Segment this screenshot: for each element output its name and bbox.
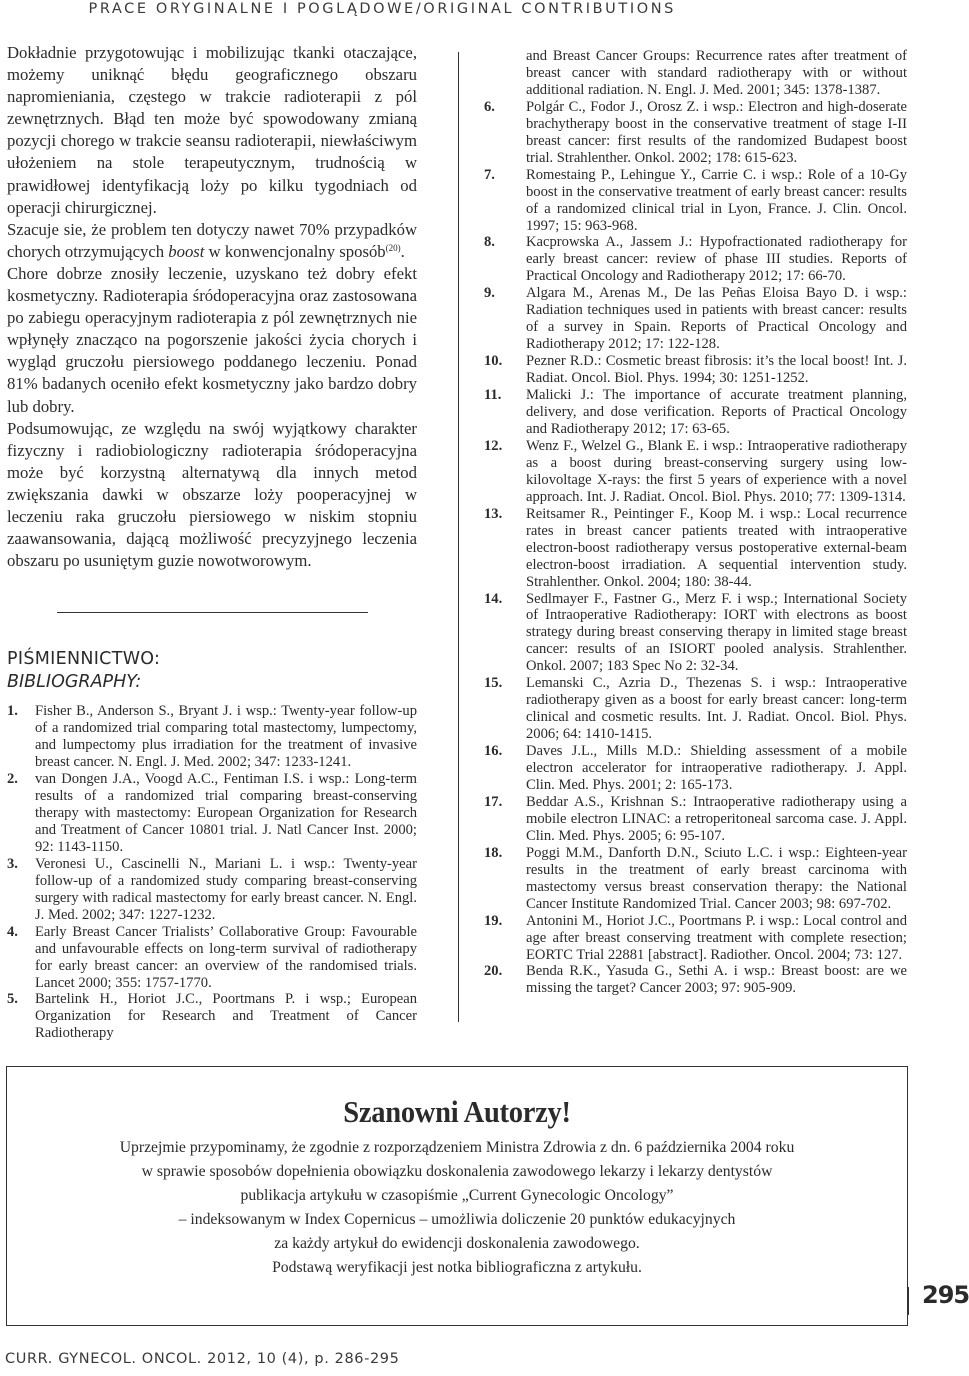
reference-text: Algara M., Arenas M., De las Peñas Eloisa Bayo D. i wsp.: Radiation techniques used in patients with breast cancer: results of a survey in Spain. Reports of Practical Oncology and Radiotherapy 2012; 17: 122-128. <box>526 285 907 353</box>
bibliography-title: PIŚMIENNICTWO: <box>7 649 161 670</box>
reference-text: Kacprowska A., Jassem J.: Hypofractionated radiotherapy for early breast cancer: review of phase III studies. Reports of Practical Oncology and Radiotherapy 2012; 17: 66-70. <box>526 234 907 285</box>
reference-text: and Breast Cancer Groups: Recurrence rates after treatment of breast cancer with standard radiotherapy with or without additional radiation. N. Engl. J. Med. 2001; 345: 1378-1387. <box>526 48 907 98</box>
reference-text: Bartelink H., Horiot J.C., Poortmans P. i wsp.; European Organization for Research and Treatment of Cancer Radiotherapy <box>35 991 417 1042</box>
paragraph-4: Podsumowując, ze względu na swój wyjątkowy charakter fizyczny i radiobiologiczny radioterapia śródoperacyjna może być korzystną alternatywą dla innych metod zwiększania dawki w obszarze loży pooperacyjnej w leczeniu raka gruczołu piersiowego w niskim stopniu zaawansowania, dającą możliwość precyzyjnego leczenia obszaru po usuniętym guzie nowotworowym. <box>7 418 417 571</box>
citation-superscript: (20) <box>385 242 401 253</box>
reference-text: Lemanski C., Azria D., Thezenas S. i wsp.: Intraoperative radiotherapy given as a boost for early breast cancer: long-term clinical and cosmetic results. Int. J. Radiat. Oncol. Biol. Phys. 2006; 64: 1410-1415. <box>526 675 907 743</box>
reference-number: 14. <box>484 590 503 607</box>
reference-text: Reitsamer R., Peintinger F., Koop M. i wsp.: Local recurrence rates in breast cancer patients treated with intraoperative electron-boost radiotherapy versus postoperative external-beam electron-boost irradiation. A sequential intervention study. Strahlenther. Onkol. 2004; 180: 38-44. <box>526 505 907 590</box>
notice-line: – indeksowanym w Index Copernicus – umożliwia doliczenie 20 punktów edukacyjnych <box>178 1211 736 1228</box>
reference-number: 17. <box>484 793 503 810</box>
column-divider <box>458 52 459 1022</box>
reference-text: Pezner R.D.: Cosmetic breast fibrosis: it’s the local boost! Int. J. Radiat. Oncol. Biol. Phys. 1994; 30: 1251-1252. <box>526 353 907 387</box>
reference-number: 5. <box>7 991 18 1008</box>
right-column <box>484 48 907 997</box>
reference-item <box>7 991 417 1042</box>
notice-line: za każdy artykuł do ewidencji doskonalenia zawodowego. <box>274 1235 640 1252</box>
paragraph-1: Dokładnie przygotowując i mobilizując tkanki otaczające, możemy uniknąć błędu geograficznego obszaru napromieniania, częstego w trakcie radioterapii z pól zewnętrznych. Błąd ten może być spowodowany zmianą pozycji chorego w trakcie seansu radioterapii, niewłaściwym ułożeniem na stole terapeutycznym, trudnością w prawidłowej identyfikacją loży po kilku tygodniach od operacji chirurgicznej. <box>7 43 417 217</box>
reference-number: 15. <box>484 675 503 692</box>
reference-item <box>7 856 417 924</box>
reference-item <box>484 48 907 99</box>
reference-text: Sedlmayer F., Fastner G., Merz F. i wsp.; International Society of Intraoperative Radiotherapy: IORT with electrons as boost strategy during breast conserving therapy in limited stage breast cancer: results of an ISIORT pooled analysis. Strahlenther. Onkol. 2007; 183 Spec No 2: 32-34. <box>526 590 907 675</box>
section-divider <box>57 612 368 613</box>
reference-number: 18. <box>484 844 503 861</box>
reference-text: Veronesi U., Cascinelli N., Mariani L. i wsp.: Twenty-year follow-up of a randomized study comparing breast-conserving surgery with radical mastectomy for early breast cancer. N. Engl. J. Med. 2002; 347: 1227-1232. <box>35 855 417 923</box>
footer-citation: CURR. GYNECOL. ONCOL. 2012, 10 (4), p. 286-295 <box>5 1351 400 1367</box>
reference-number: 6. <box>484 98 495 115</box>
reference-item <box>484 913 907 964</box>
reference-list-left <box>7 703 417 1042</box>
reference-number: 12. <box>484 437 503 454</box>
paragraph-2 <box>7 219 417 263</box>
bibliography-subtitle: BIBLIOGRAPHY: <box>7 672 142 693</box>
page-number-bar <box>908 1287 909 1315</box>
running-header: PRACE ORYGINALNE I POGLĄDOWE/ORIGINAL CONTRIBUTIONS <box>88 1 676 17</box>
reference-item <box>484 794 907 845</box>
reference-number: 7. <box>484 166 495 183</box>
reference-item <box>484 845 907 913</box>
paragraph-3: Chore dobrze znosiły leczenie, uzyskano też dobry efekt kosmetyczny. Radioterapia śródoperacyjna oraz zastosowana po zabiegu operacyjnym radioterapia z pól zewnętrznych nie wpłynęły znacząco na pogorszenie jakości życia chorych i wygląd gruczołu piersiowego poddanego leczeniu. Ponad 81% badanych oceniło efekt kosmetyczny jako bardzo dobry lub dobry. <box>7 263 417 416</box>
reference-text: Polgár C., Fodor J., Orosz Z. i wsp.: Electron and high-doserate brachytherapy boost in the conservative treatment of stage I-II breast cancer: first results of the randomized Budapest boost trial. Strahlenther. Onkol. 2002; 178: 615-623. <box>526 98 907 166</box>
reference-text: Poggi M.M., Danforth D.N., Sciuto L.C. i wsp.: Eighteen-year results in the treatment of early breast carcinoma with mastectomy versus breast conservation therapy: the National Cancer Institute Randomized Trial. Cancer 2003; 98: 697-702. <box>526 844 907 912</box>
reference-number: 19. <box>484 912 503 929</box>
reference-text: Wenz F., Welzel G., Blank E. i wsp.: Intraoperative radiotherapy as a boost during breast-conserving surgery using low-kilovoltage X-rays: the first 5 years of experience with a novel approach. Int. J. Radiat. Oncol. Biol. Phys. 2010; 77: 1309-1314. <box>526 437 907 505</box>
paragraph-2-text-a: Szacuje sie, że problem ten dotyczy nawet 70% przypadków chorych otrzymujących <box>7 219 417 261</box>
notice-line: Uprzejmie przypominamy, że zgodnie z rozporządzeniem Ministra Zdrowia z dn. 6 października 2004 roku <box>119 1139 795 1156</box>
reference-item <box>7 771 417 856</box>
reference-text: Beddar A.S., Krishnan S.: Intraoperative radiotherapy using a mobile electron LINAC: a retroperitoneal sarcoma case. J. Appl. Clin. Med. Phys. 2005; 6: 95-107. <box>526 793 907 844</box>
reference-number: 3. <box>7 855 18 872</box>
page-number: 295 <box>922 1281 969 1309</box>
reference-text: Fisher B., Anderson S., Bryant J. i wsp.: Twenty-year follow-up of a randomized trial comparing total mastectomy, lumpectomy, and lumpectomy plus irradiation for the treatment of invasive breast cancer. N. Engl. J. Med. 2002; 347: 1233-1241. <box>35 703 417 771</box>
notice-body <box>7 1136 907 1280</box>
paragraph-2-text-b: w konwencjonalny sposób <box>208 241 386 261</box>
paragraph-2-emphasis: boost <box>168 241 205 261</box>
reference-text: Daves J.L., Mills M.D.: Shielding assessment of a mobile electron accelerator for intraoperative radiotherapy. J. Appl. Clin. Med. Phys. 2001; 2: 165-173. <box>526 743 907 793</box>
reference-item <box>484 387 907 438</box>
reference-item <box>484 743 907 794</box>
reference-item <box>484 234 907 285</box>
reference-text: Antonini M., Horiot J.C., Poortmans P. i wsp.: Local control and age after breast conserving treatment with complete resection; EORTC Trial 22881 [abstract]. Radiother. Oncol. 2004; 73: 127. <box>526 912 907 963</box>
reference-text: Early Breast Cancer Trialists’ Collaborative Group: Favourable and unfavourable effects on long-term survival of radiotherapy for early breast cancer: an overview of the randomised trials. Lancet 2000; 355: 1757-1770. <box>35 923 417 991</box>
reference-item <box>484 963 907 997</box>
reference-number: 8. <box>484 234 495 251</box>
notice-box <box>6 1066 908 1326</box>
notice-line: w sprawie sposobów dopełnienia obowiązku doskonalenia zawodowego lekarzy i lekarzy dentystów <box>141 1163 773 1180</box>
reference-text: Malicki J.: The importance of accurate treatment planning, delivery, and dose verification. Reports of Practical Oncology and Radiotherapy 2012; 17: 63-65. <box>526 387 907 437</box>
reference-number: 16. <box>484 743 503 760</box>
reference-number: 11. <box>484 387 502 404</box>
reference-item <box>484 506 907 591</box>
reference-number: 4. <box>7 923 18 940</box>
notice-line: publikacja artykułu w czasopiśmie „Current Gynecologic Oncology” <box>240 1187 674 1204</box>
paragraph-2-text-c: . <box>400 241 405 261</box>
reference-number: 2. <box>7 771 18 788</box>
reference-item <box>484 353 907 387</box>
reference-item <box>484 99 907 167</box>
reference-number: 20. <box>484 963 503 980</box>
reference-number: 1. <box>7 703 18 720</box>
reference-number: 10. <box>484 353 503 370</box>
reference-item <box>7 924 417 992</box>
reference-item <box>7 703 417 771</box>
reference-item <box>484 438 907 506</box>
left-column <box>7 42 417 1042</box>
reference-text: Romestaing P., Lehingue Y., Carrie C. i wsp.: Role of a 10-Gy boost in the conservative treatment of early breast cancer: results of a randomized clinical trial in Lyon, France. J. Clin. Oncol. 1997; 15: 963-968. <box>526 166 907 234</box>
reference-list-right <box>484 48 907 997</box>
reference-number: 13. <box>484 505 503 522</box>
reference-item <box>484 591 907 676</box>
reference-item <box>484 285 907 353</box>
notice-line: Podstawą weryfikacji jest notka bibliograficzna z artykułu. <box>272 1259 642 1276</box>
reference-text: Benda R.K., Yasuda G., Sethi A. i wsp.: Breast boost: are we missing the target? Cancer 2003; 97: 905-909. <box>526 963 907 997</box>
reference-number: 9. <box>484 285 495 302</box>
reference-item <box>484 167 907 235</box>
notice-title: Szanowni Autorzy! <box>343 1094 571 1129</box>
reference-item <box>484 675 907 743</box>
reference-text: van Dongen J.A., Voogd A.C., Fentiman I.S. i wsp.: Long-term results of a randomized trial comparing breast-conserving therapy with mastectomy: European Organization for Research and Treatment of Cancer 10801 trial. J. Natl Cancer Inst. 2000; 92: 1143-1150. <box>35 771 417 855</box>
